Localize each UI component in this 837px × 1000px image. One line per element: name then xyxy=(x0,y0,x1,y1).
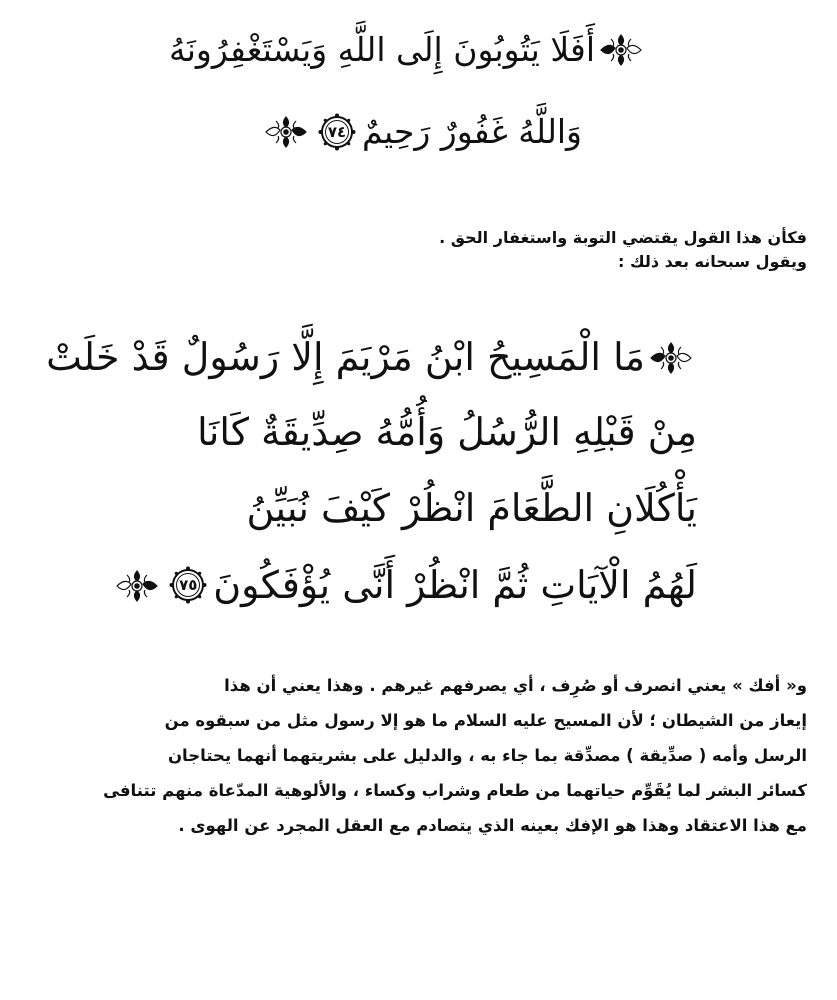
verse-75-line-3 xyxy=(247,486,698,530)
floral-ornament-icon xyxy=(649,340,693,374)
verse-75-text-2: مِنْ قَبْلِهِ الرُّسُلُ وَأُمُّهُ صِدِّيقَةٌ كَانَا xyxy=(197,410,697,454)
ayah-number: ٧٥ xyxy=(179,576,198,594)
verse-74-line-2 xyxy=(260,112,582,151)
commentary-line: كسائر البشر لما يُقَوِّم حياتهما من طعام وشراب وكساء ، والألوهية المدّعاة منهم تتنافى xyxy=(103,781,807,800)
verse-74-line-1 xyxy=(169,30,647,69)
commentary-intro-line-2: ويقول سبحانه بعد ذلك : xyxy=(618,252,807,271)
floral-ornament-icon xyxy=(599,33,643,67)
verse-75-line-4 xyxy=(111,563,697,607)
verse-75-line-1 xyxy=(46,335,697,379)
commentary-intro-line-1: فكأن هذا القول يقتضي التوبة واستغفار الحق . xyxy=(439,228,807,247)
commentary-line: و« أفك » يعني انصرف أو صُرِف ، أي يصرفهم غيرهم . وهذا يعني أن هذا xyxy=(224,676,807,695)
ayah-number: ٧٤ xyxy=(327,122,347,141)
commentary-line: الرسل وأمه ( صدِّيقة ) مصدِّقة بما جاء به ، والدليل على بشريتهما أنهما يحتاجان xyxy=(167,746,807,765)
floral-ornament-icon xyxy=(115,568,159,602)
ayah-number-rosette-icon xyxy=(318,113,356,151)
commentary-line: إيعاز من الشيطان ؛ لأن المسيح عليه السلام ما هو إلا رسول مثل من سبقوه من xyxy=(164,711,807,730)
verse-75-text-4: لَهُمُ الْآيَاتِ ثُمَّ انْظُرْ أَنَّى يُؤْفَكُونَ xyxy=(213,563,697,607)
commentary-body xyxy=(47,668,807,843)
verse-75-text-3: يَأْكُلَانِ الطَّعَامَ انْظُرْ كَيْفَ نُبَيِّنُ xyxy=(246,486,697,530)
verse-75-text-1: مَا الْمَسِيحُ ابْنُ مَرْيَمَ إِلَّا رَسُولٌ قَدْ خَلَتْ xyxy=(46,335,645,379)
ayah-number-rosette-icon xyxy=(169,566,207,604)
verse-74-text-1: أَفَلَا يَتُوبُونَ إِلَى اللَّهِ وَيَسْتَغْفِرُونَهُ xyxy=(169,30,595,69)
floral-ornament-icon xyxy=(264,115,308,149)
commentary-line: مع هذا الاعتقاد وهذا هو الإفك بعينه الذي يتصادم مع العقل المجرد عن الهوى . xyxy=(178,816,807,835)
verse-75-line-2 xyxy=(197,410,697,454)
verse-74-text-2: وَاللَّهُ غَفُورٌ رَحِيمٌ xyxy=(362,112,582,151)
commentary-intro xyxy=(247,226,807,274)
